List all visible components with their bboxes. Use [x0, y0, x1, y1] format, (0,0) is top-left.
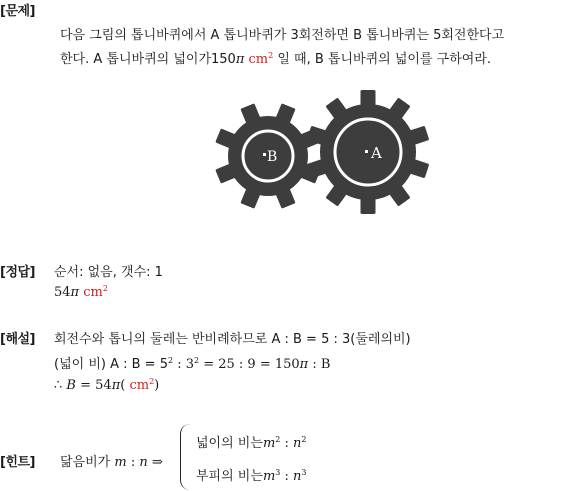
- answer-line1: 순서: 없음, 갯수: 1: [54, 265, 163, 280]
- gear-tooth: [361, 90, 376, 110]
- answer-line2: 54π $cm^2$: [54, 284, 108, 300]
- problem-text-line2: 한다. A 톱니바퀴의 넓이가150π $cm^2$ 일 때, B 톱니바퀴의 넓이를 구하여라.: [60, 51, 492, 67]
- small-gear-dot: [263, 153, 266, 156]
- hint-volume-ratio: 부피의 비는$m^3$ : $n^3$: [196, 468, 307, 484]
- large-gear-label: A: [371, 144, 382, 162]
- hint-area-ratio: 넓이의 비는$m^2$ : $n^2$: [196, 435, 307, 451]
- gears-figure: [210, 86, 460, 236]
- small-gear-label: B: [267, 149, 278, 165]
- problem-text-line1: 다음 그림의 톱니바퀴에서 A 톱니바퀴가 3회전하면 B 톱니바퀴는 5회전한다고: [60, 28, 505, 43]
- solution-line1: 회전수와 톱니의 둘레는 반비례하므로 A : B = 5 : 3(둘레의비): [54, 332, 411, 347]
- hint-brace: [180, 424, 191, 490]
- hint-tag: [힌트]: [0, 455, 35, 470]
- solution-tag: [해설]: [0, 332, 35, 347]
- hint-lead: 닮음비가 m : n ⇒: [60, 455, 163, 470]
- answer-tag: [정답]: [0, 265, 35, 280]
- solution-line3: ∴ B = 54π( $cm^2$): [54, 377, 160, 393]
- problem-tag: [문제]: [0, 4, 35, 19]
- solution-line2: (넓이 비) A : $B = 5^2$ : $3^2 = 25$ : 9 = 150π : B: [54, 356, 331, 372]
- large-gear-dot: [365, 150, 368, 153]
- gear-tooth: [361, 194, 376, 214]
